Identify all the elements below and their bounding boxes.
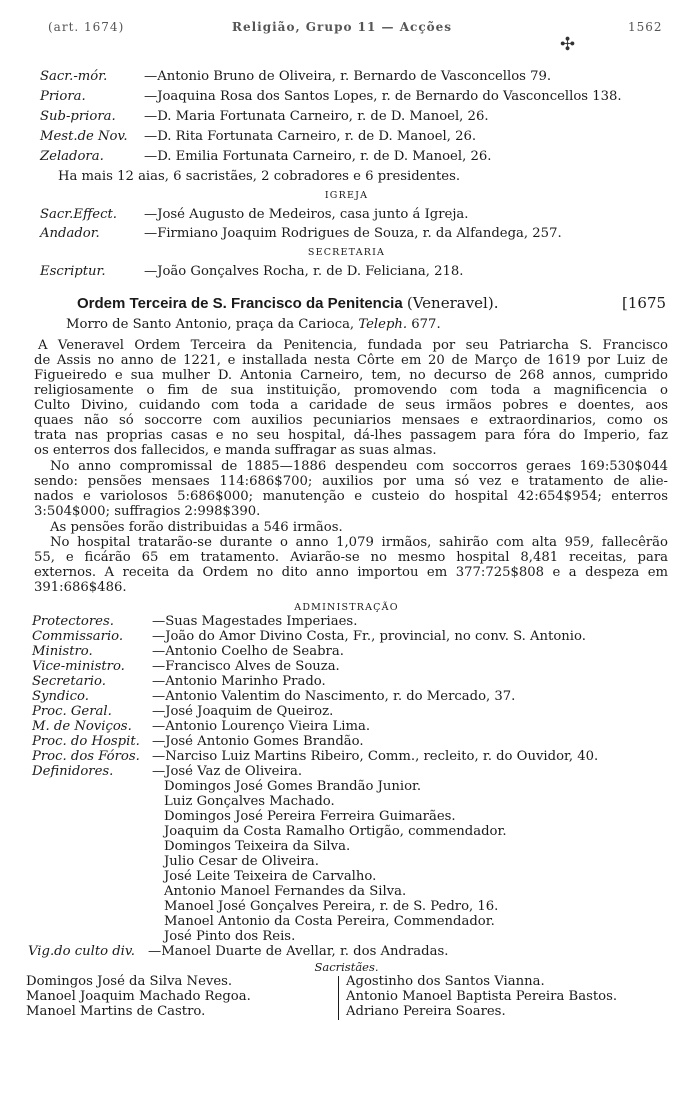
row-value: —Antonio Bruno de Oliveira, r. Bernardo de Vasconcellos 79. bbox=[144, 69, 552, 84]
row-label: Proc. dos Fóros. bbox=[32, 749, 140, 764]
row-label: Proc. Geral. bbox=[32, 704, 112, 719]
admin-row bbox=[32, 644, 344, 659]
row-value: —José Joaquim de Queiroz. bbox=[152, 704, 334, 719]
header-page-number: 1562 bbox=[628, 20, 663, 34]
secretaria-heading: SECRETARIA bbox=[307, 247, 386, 258]
row-value: —Narciso Luiz Martins Ribeiro, Comm., recleito, r. do Ouvidor, 40. bbox=[152, 749, 599, 764]
row-label: Sacr.-mór. bbox=[40, 69, 108, 84]
definidor-item: Domingos José Gomes Brandão Junior. bbox=[164, 779, 422, 794]
paragraph-line: Figueiredo e sua mulher D. Antonia Carneiro, tem, no decurso de 268 annos, cumprido bbox=[34, 368, 668, 383]
admin-row bbox=[32, 704, 333, 719]
ordem-title-text: Ordem Terceira de S. Francisco da Penitencia bbox=[77, 295, 403, 312]
paragraph-line: os enterros dos fallecidos, e manda suffragar as suas almas. bbox=[34, 443, 437, 458]
telephone-label: Teleph. bbox=[358, 317, 408, 332]
admin-row bbox=[32, 629, 586, 644]
admin-row bbox=[32, 614, 357, 629]
top-admin-row bbox=[40, 89, 622, 104]
definidor-item: Manoel Antonio da Costa Pereira, Commendador. bbox=[164, 914, 495, 929]
definidor-item: José Leite Teixeira de Carvalho. bbox=[164, 869, 377, 884]
paragraph-line: A Veneravel Ordem Terceira da Penitencia, fundada por seu Patriarcha S. Francisco bbox=[38, 338, 668, 353]
admin-row bbox=[32, 659, 340, 674]
row-label: Andador. bbox=[40, 226, 100, 241]
sacristaes-heading: Sacristães. bbox=[314, 960, 379, 974]
paragraph-line: religiosamente o fim de sua instituição, promovendo com toda a magnificencia o bbox=[34, 383, 668, 398]
row-value: —Manoel Duarte de Avellar, r. dos Andradas. bbox=[148, 944, 449, 959]
ordem-title bbox=[77, 296, 498, 311]
sacristao-item: Domingos José da Silva Neves. bbox=[26, 974, 233, 989]
row-value: —D. Emilia Fortunata Carneiro, r. de D. Manoel, 26. bbox=[144, 149, 492, 164]
ordem-number: [1675 bbox=[622, 294, 667, 312]
definidor-item: Antonio Manoel Fernandes da Silva. bbox=[164, 884, 407, 899]
igreja-row bbox=[40, 207, 468, 222]
row-value: —Antonio Valentim do Nascimento, r. do Mercado, 37. bbox=[152, 689, 516, 704]
top-admin-row bbox=[40, 149, 491, 164]
sacristao-item: Antonio Manoel Baptista Pereira Bastos. bbox=[346, 989, 618, 1004]
admin-row bbox=[32, 719, 370, 734]
row-value: —Antonio Coelho de Seabra. bbox=[152, 644, 344, 659]
definidor-item: Luiz Gonçalves Machado. bbox=[164, 794, 335, 809]
definidor-item: Domingos José Pereira Ferreira Guimarães. bbox=[164, 809, 456, 824]
row-value: —José Augusto de Medeiros, casa junto á Igreja. bbox=[144, 207, 469, 222]
row-label: Sacr.Effect. bbox=[40, 207, 117, 222]
row-label: Zeladora. bbox=[40, 149, 104, 164]
igreja-row bbox=[40, 226, 562, 241]
paragraph-line: No hospital tratarão-se durante o anno 1,079 irmãos, sahirão com alta 959, fallecêrão bbox=[50, 535, 668, 550]
header-left: (art. 1674) bbox=[48, 20, 125, 34]
sacristao-item: Manoel Martins de Castro. bbox=[26, 1004, 206, 1019]
ha-mais-note: Ha mais 12 aias, 6 sacristães, 2 cobradores e 6 presidentes. bbox=[58, 169, 461, 184]
paragraph-line: 3:504$000; suffragios 2:998$390. bbox=[34, 504, 261, 519]
definidor-item: Manoel José Gonçalves Pereira, r. de S. Pedro, 16. bbox=[164, 899, 499, 914]
header-center: Religião, Grupo 11 — Acções bbox=[232, 20, 453, 34]
telephone-number: 677. bbox=[411, 317, 441, 332]
top-admin-row bbox=[40, 129, 476, 144]
paragraph-line: No anno compromissal de 1885—1886 despendeu com soccorros geraes 169:530$044 bbox=[50, 459, 668, 474]
row-value: —João do Amor Divino Costa, Fr., provincial, no conv. S. Antonio. bbox=[152, 629, 586, 644]
printer-mark-icon: ✣ bbox=[560, 34, 576, 55]
row-value: —Antonio Marinho Prado. bbox=[152, 674, 326, 689]
row-value: —Joaquina Rosa dos Santos Lopes, r. de Bernardo do Vasconcellos 138. bbox=[144, 89, 622, 104]
row-label: Protectores. bbox=[32, 614, 114, 629]
row-label: Priora. bbox=[40, 89, 86, 104]
paragraph-line: nados e variolosos 5:686$000; manutenção e custeio do hospital 42:654$954; enterros bbox=[34, 489, 668, 504]
row-label: Sub-priora. bbox=[40, 109, 116, 124]
row-label: Commissario. bbox=[32, 629, 124, 644]
definidor-item: José Pinto dos Reis. bbox=[164, 929, 296, 944]
administracao-heading: ADMINISTRAÇÃO bbox=[294, 602, 399, 613]
vigario-row bbox=[28, 944, 448, 959]
admin-row bbox=[32, 689, 515, 704]
row-value: —Suas Magestades Imperiaes. bbox=[152, 614, 358, 629]
paragraph-line: quaes não só soccorre com auxilios pecuniarios mensaes e extraordinarios, como os bbox=[34, 413, 668, 428]
row-label: Escriptur. bbox=[40, 264, 106, 279]
row-label: Ministro. bbox=[32, 644, 93, 659]
row-label: Syndico. bbox=[32, 689, 89, 704]
paragraph-line: 391:686$486. bbox=[34, 580, 127, 595]
row-value: —Firmiano Joaquim Rodrigues de Souza, r. da Alfandega, 257. bbox=[144, 226, 562, 241]
paragraph-line: trata nas proprias casas e no seu hospital, dá-lhes passagem para fóra do Imperio, faz bbox=[34, 428, 668, 443]
row-label: Definidores. bbox=[32, 764, 114, 779]
sacristao-item: Adriano Pereira Soares. bbox=[346, 1004, 506, 1019]
address-text: Morro de Santo Antonio, praça da Carioca, bbox=[66, 317, 355, 332]
row-label: Vice-ministro. bbox=[32, 659, 125, 674]
admin-row bbox=[32, 734, 364, 749]
top-admin-row bbox=[40, 109, 489, 124]
igreja-heading: IGREJA bbox=[324, 190, 369, 201]
column-divider bbox=[338, 976, 339, 1020]
secretaria-row bbox=[40, 264, 463, 279]
row-value: —José Antonio Gomes Brandão. bbox=[152, 734, 364, 749]
row-label: Proc. do Hospit. bbox=[32, 734, 140, 749]
definidor-item: Joaquim da Costa Ramalho Ortigão, commendador. bbox=[164, 824, 507, 839]
sacristao-item: Manoel Joaquim Machado Regoa. bbox=[26, 989, 251, 1004]
admin-row bbox=[32, 749, 598, 764]
row-label: Vig.do culto div. bbox=[28, 944, 135, 959]
admin-row bbox=[32, 674, 326, 689]
ordem-address bbox=[66, 317, 441, 332]
row-value: —José Vaz de Oliveira. bbox=[152, 764, 303, 779]
row-value: —D. Maria Fortunata Carneiro, r. de D. Manoel, 26. bbox=[144, 109, 489, 124]
paragraph-line: de Assis no anno de 1221, e installada nesta Côrte em 20 de Março de 1619 por Luiz de bbox=[34, 353, 668, 368]
paragraph-line: externos. A receita da Ordem no dito anno importou em 377:725$808 e a despeza em bbox=[34, 565, 668, 580]
paragraph-line: Culto Divino, cuidando com toda a caridade de seus irmãos pobres e doentes, aos bbox=[34, 398, 668, 413]
sacristao-item: Agostinho dos Santos Vianna. bbox=[346, 974, 545, 989]
row-value: —Antonio Lourenço Vieira Lima. bbox=[152, 719, 371, 734]
admin-row bbox=[32, 764, 302, 779]
paragraph-line: 55, e ficárão 65 em tratamento. Aviarão-se no mesmo hospital 8,481 receitas, para bbox=[34, 550, 668, 565]
row-label: Mest.de Nov. bbox=[40, 129, 128, 144]
row-label: Secretario. bbox=[32, 674, 106, 689]
row-value: —Francisco Alves de Souza. bbox=[152, 659, 340, 674]
paragraph-line: sendo: pensões mensaes 114:686$700; auxilios por uma só vez e tratamento de alie- bbox=[34, 474, 668, 489]
row-value: —João Gonçalves Rocha, r. de D. Feliciana, 218. bbox=[144, 264, 464, 279]
row-value: —D. Rita Fortunata Carneiro, r. de D. Manoel, 26. bbox=[144, 129, 477, 144]
row-label: M. de Noviços. bbox=[32, 719, 132, 734]
ordem-title-suffix: (Veneravel). bbox=[406, 294, 499, 312]
top-admin-row bbox=[40, 69, 551, 84]
definidor-item: Julio Cesar de Oliveira. bbox=[164, 854, 319, 869]
paragraph-line: As pensões forão distribuidas a 546 irmãos. bbox=[50, 520, 343, 535]
definidor-item: Domingos Teixeira da Silva. bbox=[164, 839, 351, 854]
